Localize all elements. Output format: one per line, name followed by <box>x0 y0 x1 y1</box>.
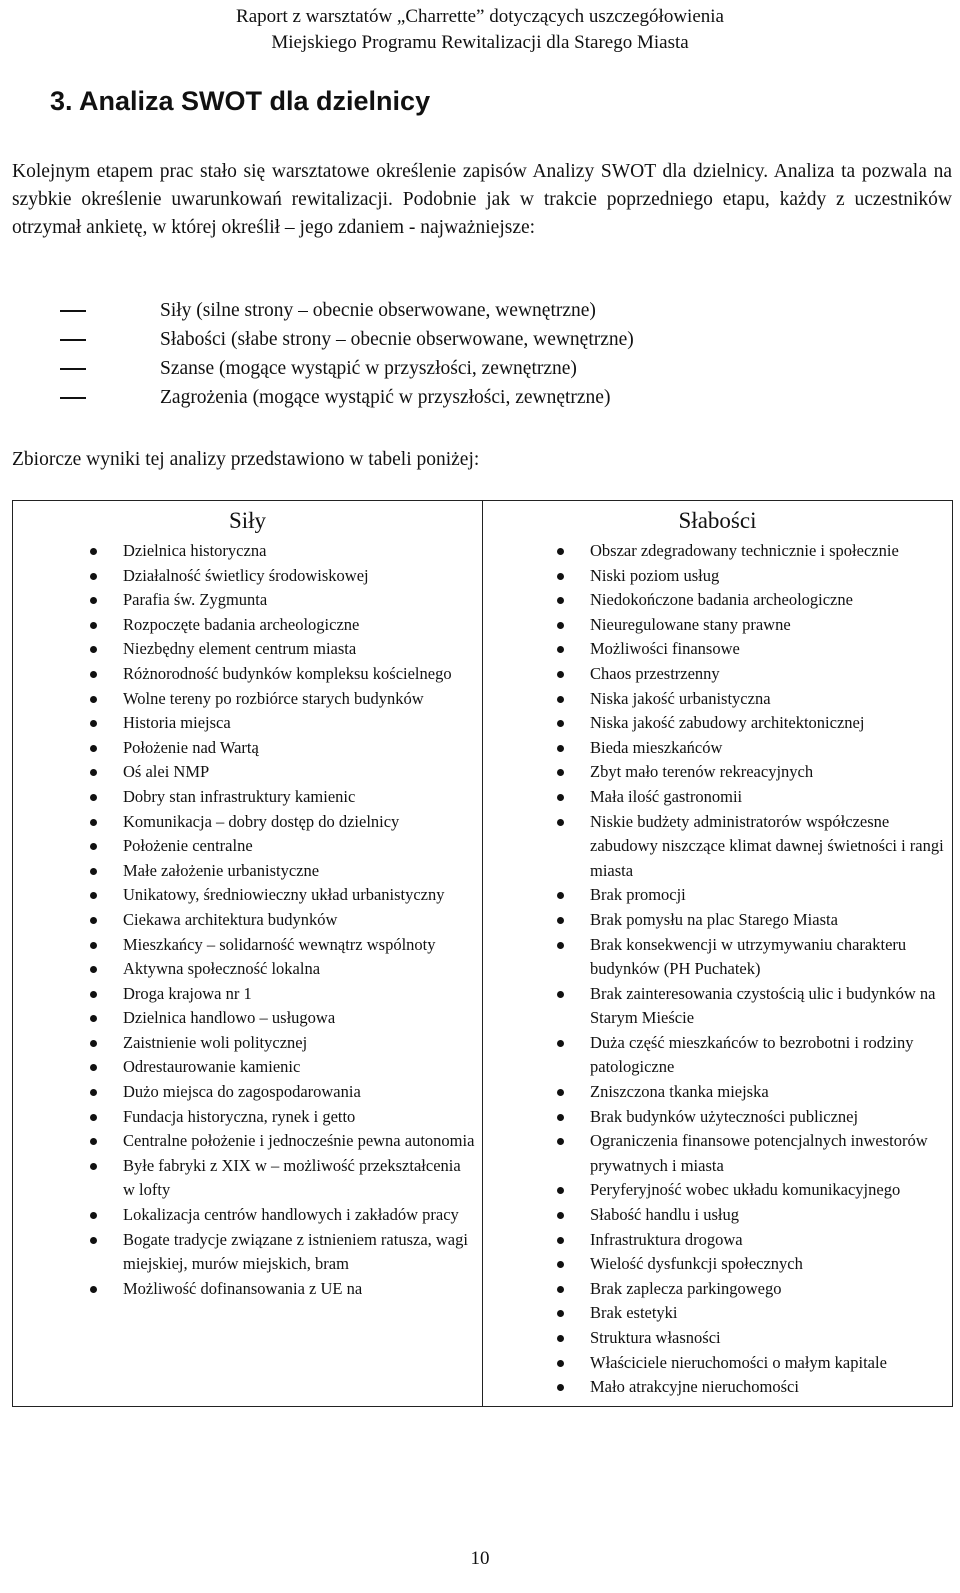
strengths-title: Siły <box>228 508 267 533</box>
weaknesses-item: Niskie budżety administratorów współczesne zabudowy niszczące klimat dawnej świetności i rangi miasta <box>483 810 952 884</box>
strengths-item: Byłe fabryki z XIX w – możliwość przekształcenia w lofty <box>13 1154 482 1203</box>
weaknesses-item: Niska jakość urbanistyczna <box>483 687 952 712</box>
strengths-list <box>13 537 482 1307</box>
strengths-item: Parafia św. Zygmunta <box>13 588 482 613</box>
weaknesses-item: Zniszczona tkanka miejska <box>483 1080 952 1105</box>
strengths-item: Droga krajowa nr 1 <box>13 982 482 1007</box>
weaknesses-item: Mała ilość gastronomii <box>483 785 952 810</box>
strengths-item: Mieszkańcy – solidarność wewnątrz wspólnoty <box>13 933 482 958</box>
weaknesses-item: Obszar zdegradowany technicznie i społecznie <box>483 539 952 564</box>
weaknesses-item: Duża część mieszkańców to bezrobotni i rodziny patologiczne <box>483 1031 952 1080</box>
summary-sentence: Zbiorcze wyniki tej analizy przedstawiono w tabeli poniżej: <box>12 449 480 470</box>
category-item: Siły (silne strony – obecnie obserwowane, wewnętrzne) <box>60 296 634 325</box>
strengths-item: Unikatowy, średniowieczny układ urbanistyczny <box>13 883 482 908</box>
weaknesses-column <box>483 501 953 1407</box>
weaknesses-item: Brak budynków użyteczności publicznej <box>483 1105 952 1130</box>
strengths-item: Lokalizacja centrów handlowych i zakładów pracy <box>13 1203 482 1228</box>
category-item: Zagrożenia (mogące wystąpić w przyszłości, zewnętrzne) <box>60 383 634 412</box>
swot-table <box>12 500 953 1407</box>
weaknesses-item: Bieda mieszkańców <box>483 736 952 761</box>
strengths-item: Dzielnica historyczna <box>13 539 482 564</box>
section-title: 3. Analiza SWOT dla dzielnicy <box>50 86 431 116</box>
weaknesses-item: Wielość dysfunkcji społecznych <box>483 1252 952 1277</box>
weaknesses-item: Brak zaplecza parkingowego <box>483 1277 952 1302</box>
weaknesses-title: Słabości <box>678 508 757 533</box>
weaknesses-item: Brak zainteresowania czystością ulic i budynków na Starym Mieście <box>483 982 952 1031</box>
strengths-item: Aktywna społeczność lokalna <box>13 957 482 982</box>
strengths-item: Różnorodność budynków kompleksu kościelnego <box>13 662 482 687</box>
strengths-item: Działalność świetlicy środowiskowej <box>13 564 482 589</box>
weaknesses-item: Niedokończone badania archeologiczne <box>483 588 952 613</box>
strengths-item: Odrestaurowanie kamienic <box>13 1055 482 1080</box>
weaknesses-item: Brak konsekwencji w utrzymywaniu charakteru budynków (PH Puchatek) <box>483 933 952 982</box>
weaknesses-item: Infrastruktura drogowa <box>483 1228 952 1253</box>
strengths-item: Położenie centralne <box>13 834 482 859</box>
intro-paragraph: Kolejnym etapem prac stało się warsztatowe określenie zapisów Analizy SWOT dla dzielnicy. Analiza ta pozwala na szybkie określenie uwarunkowań rewitalizacji. Podobnie jak w trakcie poprzedniego etapu, każdy z uczestników otrzymał ankietę, w której określił – jego zdaniem - najważniejsze: <box>12 161 952 238</box>
strengths-item: Ciekawa architektura budynków <box>13 908 482 933</box>
weaknesses-item: Struktura własności <box>483 1326 952 1351</box>
page-number: 10 <box>470 1548 490 1569</box>
strengths-item: Oś alei NMP <box>13 760 482 785</box>
weaknesses-item: Nieuregulowane stany prawne <box>483 613 952 638</box>
strengths-column <box>13 501 483 1407</box>
category-item: Szanse (mogące wystąpić w przyszłości, zewnętrzne) <box>60 354 634 383</box>
strengths-item: Dzielnica handlowo – usługowa <box>13 1006 482 1031</box>
weaknesses-item: Zbyt mało terenów rekreacyjnych <box>483 760 952 785</box>
strengths-item: Wolne tereny po rozbiórce starych budynków <box>13 687 482 712</box>
weaknesses-list <box>483 537 952 1406</box>
strengths-item: Historia miejsca <box>13 711 482 736</box>
page-header <box>0 4 960 56</box>
strengths-item: Położenie nad Wartą <box>13 736 482 761</box>
weaknesses-item: Niska jakość zabudowy architektonicznej <box>483 711 952 736</box>
strengths-item: Rozpoczęte badania archeologiczne <box>13 613 482 638</box>
header-line-2: Miejskiego Programu Rewitalizacji dla Starego Miasta <box>271 32 689 53</box>
strengths-item: Dużo miejsca do zagospodarowania <box>13 1080 482 1105</box>
strengths-item: Komunikacja – dobry dostęp do dzielnicy <box>13 810 482 835</box>
header-line-1: Raport z warsztatów „Charrette” dotyczących uszczegółowienia <box>236 6 724 27</box>
weaknesses-item: Brak pomysłu na plac Starego Miasta <box>483 908 952 933</box>
weaknesses-item: Właściciele nieruchomości o małym kapitale <box>483 1351 952 1376</box>
strengths-item: Bogate tradycje związane z istnieniem ratusza, wagi miejskiej, murów miejskich, bram <box>13 1228 482 1277</box>
swot-categories-list <box>60 296 634 412</box>
weaknesses-item: Chaos przestrzenny <box>483 662 952 687</box>
strengths-item: Fundacja historyczna, rynek i getto <box>13 1105 482 1130</box>
category-item: Słabości (słabe strony – obecnie obserwowane, wewnętrzne) <box>60 325 634 354</box>
strengths-item: Centralne położenie i jednocześnie pewna autonomia <box>13 1129 482 1154</box>
weaknesses-item: Brak promocji <box>483 883 952 908</box>
strengths-item: Możliwość dofinansowania z UE na <box>13 1277 482 1302</box>
strengths-item: Małe założenie urbanistyczne <box>13 859 482 884</box>
strengths-item: Dobry stan infrastruktury kamienic <box>13 785 482 810</box>
weaknesses-item: Możliwości finansowe <box>483 637 952 662</box>
weaknesses-item: Niski poziom usług <box>483 564 952 589</box>
strengths-item: Niezbędny element centrum miasta <box>13 637 482 662</box>
weaknesses-item: Ograniczenia finansowe potencjalnych inwestorów prywatnych i miasta <box>483 1129 952 1178</box>
weaknesses-item: Mało atrakcyjne nieruchomości <box>483 1375 952 1400</box>
weaknesses-item: Słabość handlu i usług <box>483 1203 952 1228</box>
weaknesses-item: Brak estetyki <box>483 1301 952 1326</box>
strengths-item: Zaistnienie woli politycznej <box>13 1031 482 1056</box>
weaknesses-item: Peryferyjność wobec układu komunikacyjnego <box>483 1178 952 1203</box>
